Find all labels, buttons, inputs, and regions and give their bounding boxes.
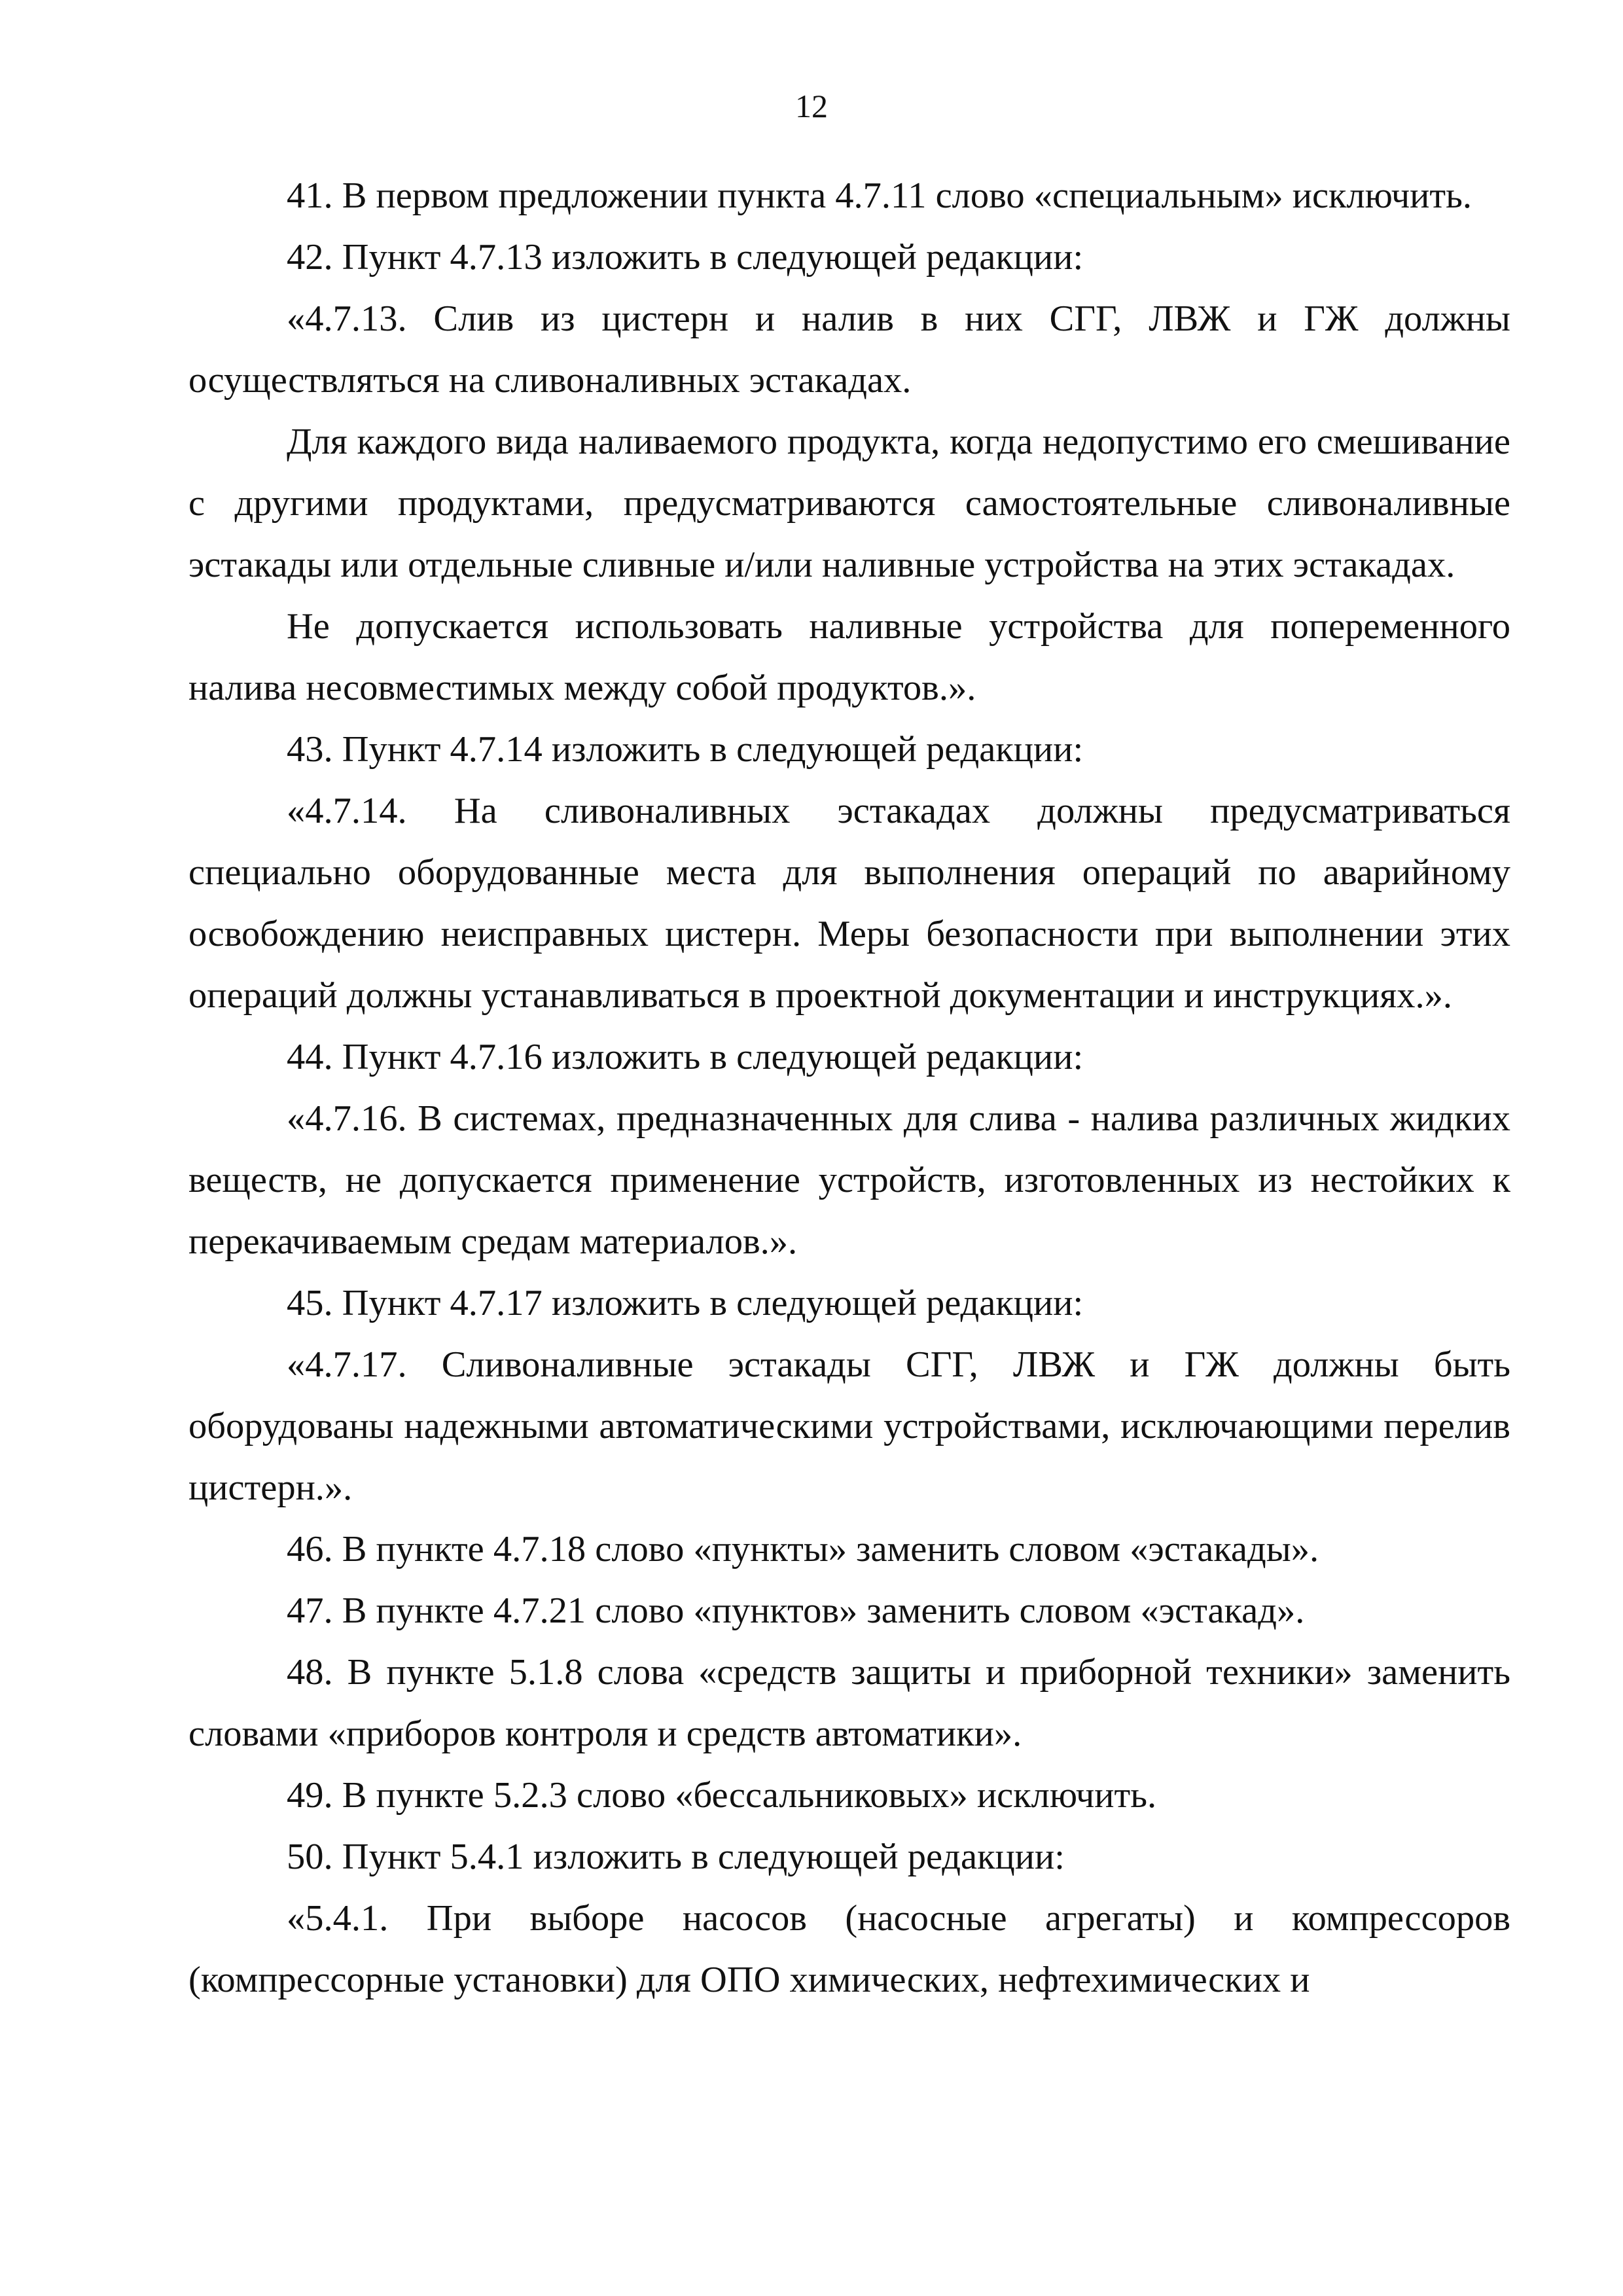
document-body xyxy=(188,165,1510,2011)
paragraph-42: 42. Пункт 4.7.13 изложить в следующей редакции: xyxy=(287,237,1084,278)
paragraph-43: 43. Пункт 4.7.14 изложить в следующей редакции: xyxy=(287,729,1084,770)
paragraph-41: 41. В первом предложении пункта 4.7.11 слово «специальным» исключить. xyxy=(287,175,1472,216)
paragraph-49: 49. В пункте 5.2.3 слово «бессальниковых» исключить. xyxy=(287,1775,1157,1816)
paragraph-45: 45. Пункт 4.7.17 изложить в следующей редакции: xyxy=(287,1283,1084,1323)
paragraph-4-7-14-text: «4.7.14. На сливоналивных эстакадах должны предусматриваться специально оборудованные места для выполнения операций по аварийному освобождению неисправных цистерн. Меры безопасности при выполнении этих операций должны устанавливаться в проектной документации и инструкциях.». xyxy=(188,791,1510,1016)
paragraph-5-4-1-text: «5.4.1. При выборе насосов (насосные агрегаты) и компрессоров (компрессорные установки) для ОПО химических, нефтехимических и xyxy=(188,1898,1510,2000)
paragraph-4-7-13-product-types: Для каждого вида наливаемого продукта, когда недопустимо его смешивание с другими продуктами, предусматриваются самостоятельные сливоналивные эстакады или отдельные сливные и/или наливные устройства на этих эстакадах. xyxy=(188,422,1510,585)
paragraph-47: 47. В пункте 4.7.21 слово «пунктов» заменить словом «эстакад». xyxy=(287,1590,1305,1631)
paragraph-4-7-13-restriction: Не допускается использовать наливные устройства для попеременного налива несовместимых между собой продуктов.». xyxy=(188,606,1510,708)
paragraph-46: 46. В пункте 4.7.18 слово «пункты» заменить словом «эстакады». xyxy=(287,1529,1319,1570)
paragraph-48: 48. В пункте 5.1.8 слова «средств защиты и приборной техники» заменить словами «приборов контроля и средств автоматики». xyxy=(188,1652,1510,1754)
paragraph-4-7-16-text: «4.7.16. В системах, предназначенных для слива - налива различных жидких веществ, не допускается применение устройств, изготовленных из нестойких к перекачиваемым средам материалов.». xyxy=(188,1098,1510,1262)
paragraph-4-7-13-text: «4.7.13. Слив из цистерн и налив в них СГГ, ЛВЖ и ГЖ должны осуществляться на сливоналивных эстакадах. xyxy=(188,298,1510,401)
paragraph-44: 44. Пункт 4.7.16 изложить в следующей редакции: xyxy=(287,1037,1084,1077)
page-number: 12 xyxy=(795,88,828,124)
paragraph-50: 50. Пункт 5.4.1 изложить в следующей редакции: xyxy=(287,1837,1065,1877)
paragraph-4-7-17-text: «4.7.17. Сливоналивные эстакады СГГ, ЛВЖ и ГЖ должны быть оборудованы надежными автоматическими устройствами, исключающими перелив цистерн.». xyxy=(188,1344,1510,1508)
